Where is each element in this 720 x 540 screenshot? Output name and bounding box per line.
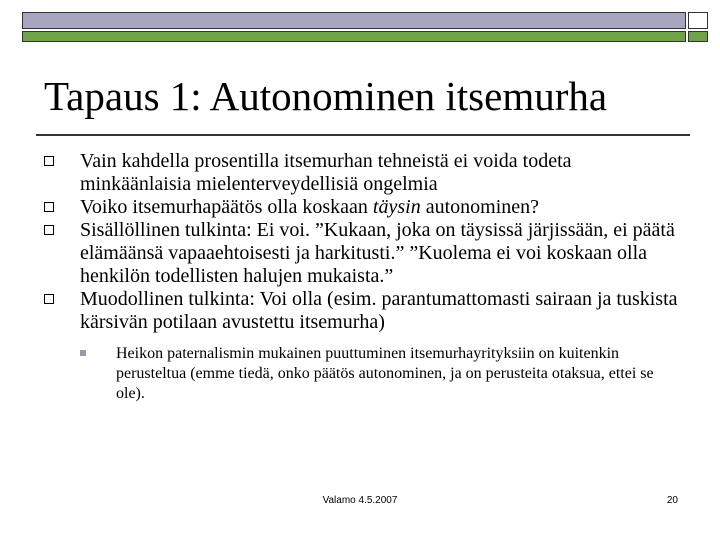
sub-bullet-text: Heikon paternalismin mukainen puuttuminen itsemurhayrityksiin on kuitenkin perusteltua (emme tiedä, onko päätös autonominen, ja on perusteita otaksua, ettei se ole). xyxy=(116,345,654,402)
bullet-text-after: autonominen? xyxy=(420,196,540,218)
slide-title: Tapaus 1: Autonominen itsemurha xyxy=(44,73,608,119)
header-square-white xyxy=(688,12,708,29)
hollow-square-bullet-icon xyxy=(44,156,54,166)
header-bar-green xyxy=(22,31,686,42)
bullet-text-before: Voiko itsemurhapäätös olla koskaan xyxy=(80,196,373,218)
footer-date-location: Valamo 4.5.2007 xyxy=(322,495,398,506)
title-underline xyxy=(36,134,690,136)
sub-bullet-item xyxy=(80,344,684,404)
header-bar-grey xyxy=(22,12,686,29)
hollow-square-bullet-icon xyxy=(44,225,54,235)
slide-content xyxy=(44,150,684,404)
header-decoration xyxy=(22,12,708,42)
bullet-item xyxy=(44,288,684,404)
bullet-list xyxy=(44,150,684,404)
bullet-item xyxy=(44,196,684,219)
bullet-emphasis: täysin xyxy=(372,196,421,218)
sub-bullet-list xyxy=(80,344,684,404)
page-number: 20 xyxy=(666,495,678,506)
bullet-text: Sisällöllinen tulkinta: Ei voi. ”Kukaan, joka on täysissä järjissään, ei päätä elämäänsä vapaaehtoisesti ja harkitusti.” ”Kuolema ei voi koskaan olla henkilön todellisten halujen mukaista.” xyxy=(80,219,675,287)
bullet-text: Vain kahdella prosentilla itsemurhan tehneistä ei voida todeta minkäänlaisia mielenterveydellisiä ongelmia xyxy=(80,150,572,195)
bullet-text: Muodollinen tulkinta: Voi olla (esim. parantumattomasti sairaan ja tuskista kärsivän potilaan avustettu itsemurha) xyxy=(80,288,678,333)
hollow-square-bullet-icon xyxy=(44,202,54,212)
header-square-green xyxy=(688,31,708,42)
bullet-item xyxy=(44,150,684,196)
bullet-item xyxy=(44,219,684,288)
filled-square-bullet-icon xyxy=(80,350,86,356)
hollow-square-bullet-icon xyxy=(44,294,54,304)
